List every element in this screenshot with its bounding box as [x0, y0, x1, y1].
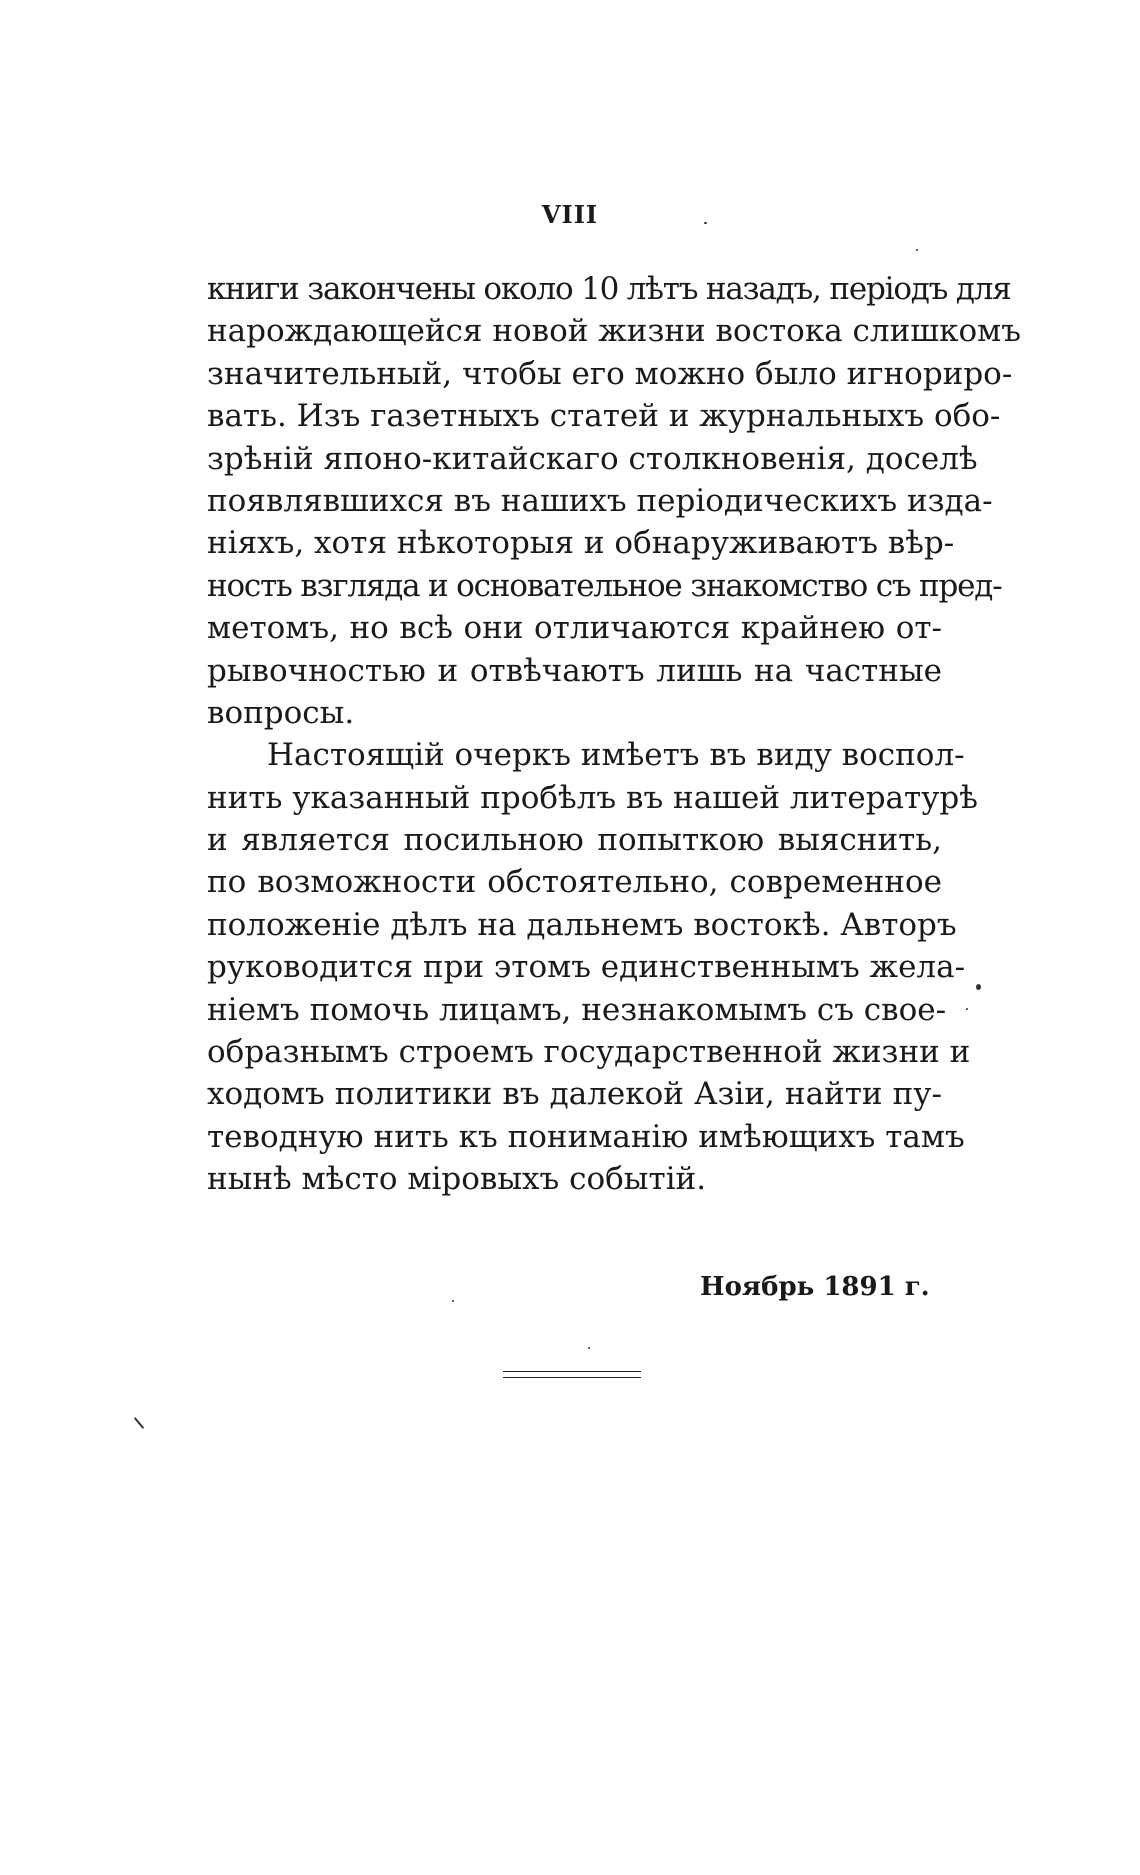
text-line: нить указанный пробѣлъ въ нашей литературѣ	[207, 779, 978, 816]
text-line: нынѣ мѣсто міровыхъ событій.	[207, 1161, 707, 1198]
main-text	[207, 268, 1021, 1201]
print-speck	[976, 984, 981, 990]
text-line: вать. Изъ газетныхъ статей и журнальныхъ обо-	[207, 398, 1001, 435]
text-line: ніяхъ, хотя нѣкоторыя и обнаруживаютъ вѣр-	[207, 525, 955, 562]
text-line: руководится при этомъ единственнымъ жела-	[207, 949, 966, 986]
text-line: теводную нить къ пониманію имѣющихъ тамъ	[207, 1118, 965, 1155]
text-line: зрѣній японо-китайскаго столкновенія, доселѣ	[207, 440, 978, 477]
print-speck	[452, 1300, 454, 1302]
print-speck	[966, 1008, 968, 1010]
text-line: ность взгляда и основательное знакомство съ пред-	[207, 567, 1002, 604]
print-speck	[916, 249, 918, 251]
text-line: рывочностью и отвѣчаютъ лишь на частные	[207, 652, 942, 689]
text-line: ніемъ помочь лицамъ, незнакомымъ съ свое-	[207, 991, 947, 1028]
text-line: нарождающейся новой жизни востока слишкомъ	[207, 313, 1021, 350]
text-line: метомъ, но всѣ они отличаются крайнею от-	[207, 610, 942, 647]
text-line: положеніе дѣлъ на дальнемъ востокѣ. Авторъ	[207, 906, 957, 943]
text-line: появлявшихся въ нашихъ періодическихъ изда-	[207, 482, 993, 519]
text-line: ходомъ политики въ далекой Азіи, найти пу-	[207, 1076, 942, 1113]
paragraph-2	[207, 734, 978, 1200]
page-number: VIII	[541, 200, 599, 229]
print-speck	[588, 1347, 590, 1349]
print-speck	[704, 222, 707, 224]
text-line: по возможности обстоятельно, современное	[207, 864, 942, 901]
paragraph-1	[207, 268, 1021, 734]
end-rule	[503, 1371, 641, 1378]
text-line: образнымъ строемъ государственной жизни и	[207, 1034, 971, 1071]
text-line: вопросы.	[207, 694, 355, 731]
signature-date: Ноябрь 1891 г.	[700, 1272, 930, 1302]
text-line: книги закончены около 10 лѣтъ назадъ, періодъ для	[207, 271, 1011, 307]
text-line: и является посильною попыткою выяснить,	[207, 822, 942, 859]
text-line: значительный, чтобы его можно было игнориро-	[207, 355, 1013, 392]
text-line: Настоящій очеркъ имѣетъ въ виду воспол-	[267, 737, 965, 774]
print-speck	[134, 1417, 145, 1429]
